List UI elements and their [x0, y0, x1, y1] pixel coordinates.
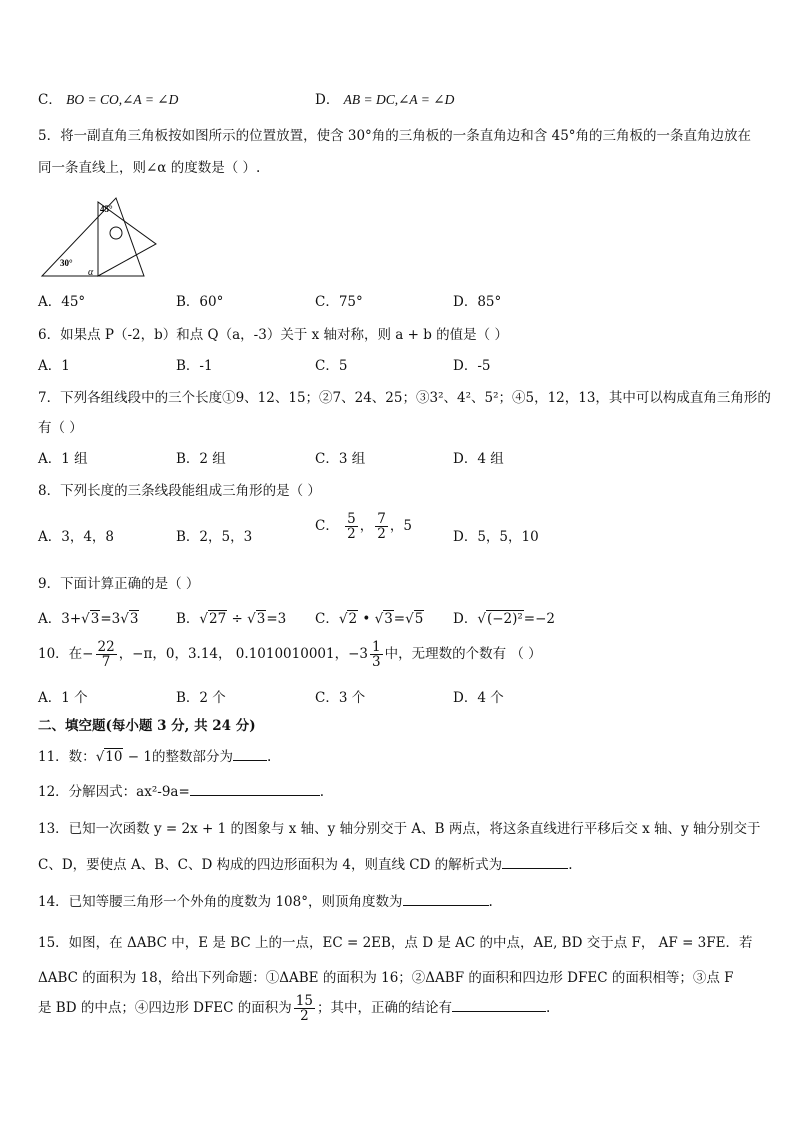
q9-option-b: B．√27 ÷ √3=3 [176, 611, 287, 627]
q14: 14．已知等腰三角形一个外角的度数为 108°，则顶角度数为 . [38, 894, 493, 910]
q13-stem-line2: C、D，要使点 A、B、C、D 构成的四边形面积为 4，则直线 CD 的解析式为 . [38, 857, 573, 873]
q5-option-d: D．85° [453, 294, 502, 310]
q10-fraction-1: $\frac{22}{7}$ [97, 639, 115, 670]
q5-option-a: A．45° [38, 294, 86, 310]
q4-option-c-text: BO = CO,∠A = ∠D [66, 92, 179, 107]
q10-fraction-2: $\frac{1}{3}$ [371, 639, 381, 670]
q7-option-b: B．2 组 [176, 451, 226, 467]
q8-option-d: D．5，5，10 [453, 529, 539, 545]
section-fill-in-title: 二、填空题(每小题 3 分, 共 24 分) [38, 718, 256, 734]
triangle-30 [42, 198, 144, 276]
label-30: 30° [60, 258, 73, 268]
q15-stem-line1: 15．如图，在 ΔABC 中，E 是 BC 上的一点，EC = 2EB，点 D 是 AC 的中点，AE, BD 交于点 F， AF = 3FE．若 [38, 935, 753, 951]
q12: 12．分解因式：ax²-9a= . [38, 784, 325, 800]
q8-option-a: A．3，4，8 [38, 529, 115, 545]
q7-stem-line1: 7．下列各组线段中的三个长度①9、12、15；②7、24、25；③3²、4²、5²；④5，12，13，其中可以构成直角三角形的 [38, 390, 771, 406]
q7-option-d: D．4 组 [453, 451, 504, 467]
q8-stem: 8．下列长度的三条线段能组成三角形的是（ ） [38, 483, 321, 499]
q12-answer-blank [190, 783, 320, 796]
q10-option-d: D．4 个 [453, 690, 504, 706]
q10-option-c: C．3 个 [315, 690, 366, 706]
triangle-hole [110, 227, 122, 239]
q6-option-c: C．5 [315, 358, 348, 374]
q8-option-b: B．2，5，3 [176, 529, 253, 545]
q15-answer-blank [452, 999, 546, 1012]
q8-option-c: C． $\frac{5}{2}$ ， $\frac{7}{2}$ ，5 [315, 511, 412, 542]
q6-option-d: D．-5 [453, 358, 491, 374]
q5-stem-line2: 同一条直线上，则∠α 的度数是（ ）. [38, 160, 261, 176]
q15-fraction: $\frac{15}{2}$ [295, 993, 313, 1024]
q6-option-b: B．-1 [176, 358, 213, 374]
q13-answer-blank [502, 856, 568, 869]
q5-option-b: B．60° [176, 294, 224, 310]
q4-option-d-text: AB = DC,∠A = ∠D [343, 92, 455, 107]
q8-fraction-2: $\frac{7}{2}$ [377, 511, 386, 542]
q13-stem-line1: 13．已知一次函数 y = 2x + 1 的图象与 x 轴、y 轴分别交于 A、B 两点，将这条直线进行平移后交 x 轴、y 轴分别交于 [38, 821, 761, 837]
q4-option-c: C． BO = CO,∠A = ∠D [38, 92, 179, 108]
q6-stem: 6．如果点 P（-2，b）和点 Q（a，-3）关于 x 轴对称，则 a + b 的值是（ ） [38, 327, 508, 343]
q9-stem: 9．下面计算正确的是（ ） [38, 576, 200, 592]
q10-option-a: A．1 个 [38, 690, 88, 706]
q4-option-d: D． AB = DC,∠A = ∠D [315, 92, 455, 108]
q10-option-b: B．2 个 [176, 690, 226, 706]
q15-stem-line2: ΔABC 的面积为 18，给出下列命题：①ΔABE 的面积为 16；②ΔABF 的面积和四边形 DFEC 的面积相等；③点 F [38, 970, 734, 986]
label-45: 45° [100, 204, 113, 214]
label-alpha: α [88, 267, 94, 278]
q11-answer-blank [233, 748, 267, 761]
q7-stem-line2: 有（ ） [38, 420, 83, 436]
q14-answer-blank [403, 893, 489, 906]
q6-option-a: A．1 [38, 358, 70, 374]
q11: 11．数：√10 − 1的整数部分为 . [38, 749, 272, 765]
q5-triangle-figure [38, 190, 162, 280]
q5-option-c: C．75° [315, 294, 363, 310]
q5-stem-line1: 5．将一副直角三角板按如图所示的位置放置，使含 30°角的三角板的一条直角边和含 45°角的三角板的一条直角边放在 [38, 128, 752, 144]
q8-fraction-1: $\frac{5}{2}$ [347, 511, 356, 542]
q10-stem: 10．在− $\frac{22}{7}$ ，−π，0，3.14， 0.1010010001，−3 $\frac{1}{3}$ 中，无理数的个数有 （ ） [38, 639, 542, 670]
q9-option-a: A．3+√3=3√3 [38, 611, 139, 627]
q9-option-c: C．√2 • √3=√5 [315, 611, 424, 627]
q7-option-a: A．1 组 [38, 451, 88, 467]
q7-option-c: C．3 组 [315, 451, 366, 467]
q9-option-d: D．√(−2)²=−2 [453, 611, 556, 627]
q15-stem-line3: 是 BD 的中点；④四边形 DFEC 的面积为 $\frac{15}{2}$ ；其中，正确的结论有 . [38, 993, 551, 1024]
